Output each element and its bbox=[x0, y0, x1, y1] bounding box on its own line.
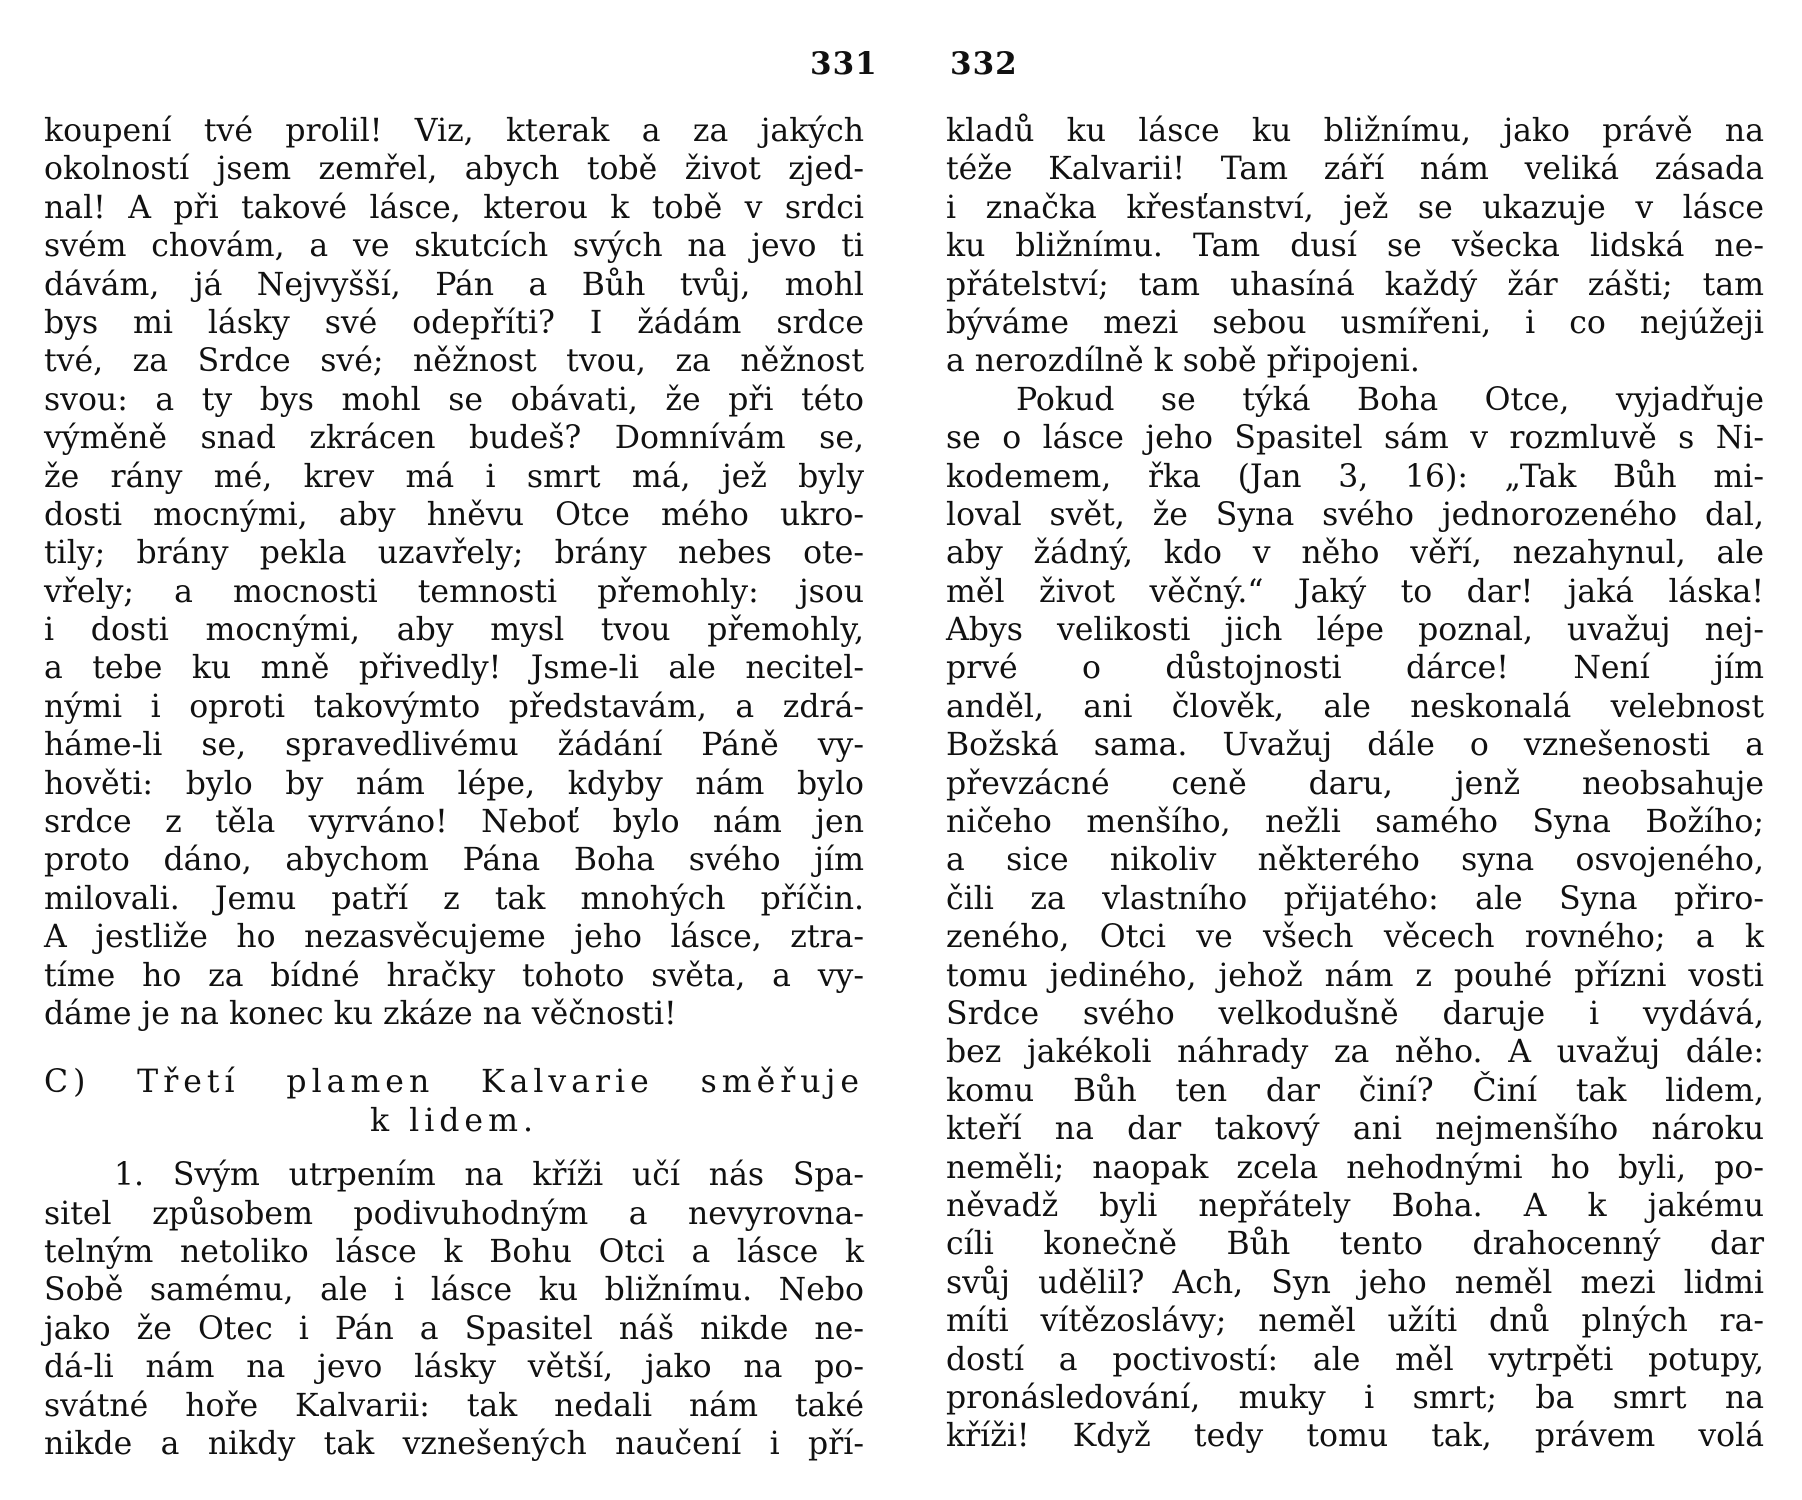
heading-line: k lidem. bbox=[370, 1102, 538, 1139]
text-line: kladů ku lásce ku bližnímu, jako právě na bbox=[946, 113, 1764, 149]
left-paragraph-1 bbox=[44, 112, 864, 1033]
text-line: Božská sama. Uvažuj dále o vznešenosti a bbox=[946, 727, 1764, 764]
left-paragraph-2 bbox=[44, 1156, 864, 1463]
text-line: dáme je na konec ku zkáze na věčnosti! bbox=[44, 995, 677, 1032]
text-line: míti vítězoslávy; neměl užíti dnů plných ra- bbox=[946, 1303, 1764, 1340]
text-line: svém chovám, a ve skutcích svých na jevo ti bbox=[44, 228, 864, 265]
text-line: nými i oproti takovýmto představám, a zdrá- bbox=[44, 688, 864, 725]
text-line: ničeho menšího, nežli samého Syna Božího; bbox=[946, 804, 1764, 841]
text-line: dostí a poctivostí: ale měl vytrpěti potupy, bbox=[946, 1341, 1764, 1378]
text-line: komu Bůh ten dar činí? Činí tak lidem, bbox=[946, 1072, 1764, 1109]
text-line: téže Kalvarii! Tam září nám veliká zásada bbox=[946, 151, 1764, 188]
text-line: nikde a nikdy tak vznešených naučení i pří- bbox=[44, 1425, 864, 1462]
text-line: dosti mocnými, aby hněvu Otce mého ukro- bbox=[44, 496, 864, 533]
text-line: dávám, já Nejvyšší, Pán a Bůh tvůj, mohl bbox=[44, 266, 864, 303]
right-paragraph-2 bbox=[946, 381, 1764, 1456]
text-line: a tebe ku mně přivedly! Jsme-li ale necitel- bbox=[44, 650, 864, 687]
page-number-left: 331 bbox=[810, 46, 878, 82]
text-line: háme-li se, spravedlivému žádání Páně vy- bbox=[44, 727, 864, 764]
text-line: Pokud se týká Boha Otce, vyjadřuje bbox=[1016, 381, 1764, 418]
page-number-right: 332 bbox=[950, 46, 1018, 82]
text-line: něvadž byli nepřátely Boha. A k jakému bbox=[946, 1187, 1764, 1224]
text-line: výměně snad zkrácen budeš? Domnívám se, bbox=[44, 420, 864, 457]
text-line: pronásledování, muky i smrt; ba smrt na bbox=[946, 1379, 1764, 1416]
text-line: tvé, za Srdce své; něžnost tvou, za něžnost bbox=[44, 343, 864, 380]
left-column bbox=[44, 112, 864, 1463]
text-line: okolností jsem zemřel, abych tobě život zjed- bbox=[44, 151, 864, 188]
text-line: A jestliže ho nezasvěcujeme jeho lásce, ztra- bbox=[44, 919, 864, 956]
text-line: telným netoliko lásce k Bohu Otci a lásce k bbox=[44, 1233, 864, 1270]
text-line: proto dáno, abychom Pána Boha svého jím bbox=[44, 842, 864, 879]
text-line: cíli konečně Bůh tento drahocenný dar bbox=[946, 1226, 1764, 1263]
text-line: jako že Otec i Pán a Spasitel náš nikde ne- bbox=[44, 1310, 864, 1347]
text-line: tily; brány pekla uzavřely; brány nebes ote- bbox=[44, 535, 864, 572]
text-line: nal! A při takové lásce, kterou k tobě v srdci bbox=[44, 189, 864, 226]
text-line: kteří na dar takový ani nejmenšího nároku bbox=[946, 1111, 1764, 1148]
text-line: Sobě samému, ale i lásce ku bližnímu. Nebo bbox=[44, 1272, 864, 1309]
text-line: prvé o důstojnosti dárce! Není jím bbox=[946, 650, 1764, 687]
text-line: měl život věčný.“ Jaký to dar! jaká láska! bbox=[946, 573, 1764, 610]
text-line: tíme ho za bídné hračky tohoto světa, a vy- bbox=[44, 957, 864, 994]
text-line: svůj udělil? Ach, Syn jeho neměl mezi lidmi bbox=[946, 1264, 1764, 1301]
section-heading bbox=[44, 1063, 864, 1140]
text-line: kříži! Když tedy tomu tak, právem volá bbox=[946, 1418, 1764, 1455]
text-line: ku bližnímu. Tam dusí se všecka lidská ne- bbox=[946, 228, 1764, 265]
text-line: že rány mé, krev má i smrt má, jež byly bbox=[44, 458, 864, 495]
text-line: koupení tvé prolil! Viz, kterak a za jakých bbox=[44, 113, 864, 149]
text-line: tomu jediného, jehož nám z pouhé přízni vosti bbox=[946, 957, 1764, 994]
text-line: a sice nikoliv některého syna osvojeného, bbox=[946, 842, 1764, 879]
right-column bbox=[946, 112, 1764, 1456]
text-line: převzácné ceně daru, jenž neobsahuje bbox=[946, 765, 1764, 802]
text-line: Abys velikosti jich lépe poznal, uvažuj nej- bbox=[946, 612, 1764, 649]
right-paragraph-1 bbox=[946, 112, 1764, 381]
text-line: kodemem, řka (Jan 3, 16): „Tak Bůh mi- bbox=[946, 458, 1764, 495]
text-line: dá-li nám na jevo lásky větší, jako na po- bbox=[44, 1349, 864, 1386]
text-line: čili za vlastního přijatého: ale Syna přiro- bbox=[946, 880, 1764, 917]
text-line: anděl, ani člověk, ale neskonalá velebnost bbox=[946, 688, 1764, 725]
text-line: zeného, Otci ve všech věcech rovného; a k bbox=[946, 919, 1764, 956]
text-line: srdce z těla vyrváno! Neboť bylo nám jen bbox=[44, 804, 864, 841]
text-line: i dosti mocnými, aby mysl tvou přemohly, bbox=[44, 612, 864, 649]
text-line: bez jakékoli náhrady za něho. A uvažuj dále: bbox=[946, 1034, 1764, 1071]
text-line: loval svět, že Syna svého jednorozeného dal, bbox=[946, 496, 1764, 533]
text-line: neměli; naopak zcela nehodnými ho byli, po- bbox=[946, 1149, 1764, 1186]
text-line: svátné hoře Kalvarii: tak nedali nám také bbox=[44, 1387, 864, 1424]
text-line: přátelství; tam uhasíná každý žár zášti; tam bbox=[946, 266, 1764, 303]
text-line: vřely; a mocnosti temnosti přemohly: jsou bbox=[44, 573, 864, 610]
text-line: a nerozdílně k sobě připojeni. bbox=[946, 343, 1420, 380]
text-line: i značka křesťanství, jež se ukazuje v lásce bbox=[946, 189, 1764, 226]
text-line: Srdce svého velkodušně daruje i vydává, bbox=[946, 995, 1764, 1032]
text-line: se o lásce jeho Spasitel sám v rozmluvě s Ni- bbox=[946, 420, 1764, 457]
text-line: aby žádný, kdo v něho věří, nezahynul, ale bbox=[946, 535, 1764, 572]
text-line: sitel způsobem podivuhodným a nevyrovna- bbox=[44, 1195, 864, 1232]
text-line: hověti: bylo by nám lépe, kdyby nám bylo bbox=[44, 765, 864, 802]
heading-line: C) Třetí plamen Kalvarie směřuje bbox=[44, 1064, 864, 1101]
text-line: býváme mezi sebou usmířeni, i co nejúžeji bbox=[946, 304, 1764, 341]
text-line: svou: a ty bys mohl se obávati, že při této bbox=[44, 381, 864, 418]
text-line: bys mi lásky své odepříti? I žádám srdce bbox=[44, 304, 864, 341]
text-line: milovali. Jemu patří z tak mnohých příčin. bbox=[44, 880, 864, 917]
text-line: 1. Svým utrpením na kříži učí nás Spa- bbox=[114, 1157, 864, 1194]
